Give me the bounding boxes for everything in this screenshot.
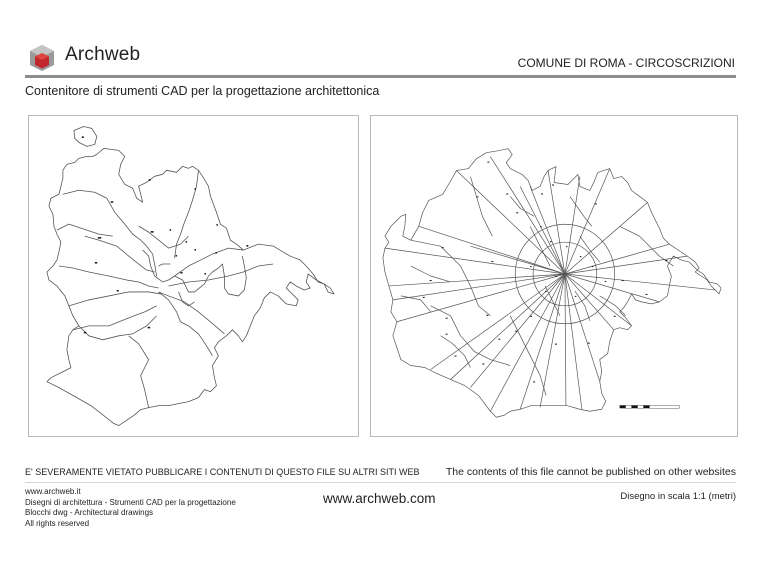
- footer-line: Blocchi dwg - Architectural drawings: [25, 508, 154, 518]
- footer-line: All rights reserved: [25, 518, 90, 528]
- footer-website-link[interactable]: www.archweb.it: [25, 487, 81, 496]
- brand-name: Archweb: [65, 44, 141, 65]
- page-subtitle: Contenitore di strumenti CAD per la progettazione architettonica: [25, 84, 380, 98]
- archweb-logo-icon: [27, 43, 57, 73]
- footer-info: [25, 487, 236, 529]
- copyright-warning-italian: E' SEVERAMENTE VIETATO PUBBLICARE I CONTENUTI DI QUESTO FILE SU ALTRI SITI WEB: [25, 467, 420, 477]
- header-divider: [25, 75, 736, 78]
- footer-line: Disegni di architettura - Strumenti CAD per la progettazione: [25, 497, 236, 507]
- page-title: COMUNE DI ROMA - CIRCOSCRIZIONI: [517, 56, 735, 70]
- circoscrizioni-map-frame: [370, 115, 738, 437]
- copyright-warning-english: The contents of this file cannot be published on other websites: [445, 466, 736, 478]
- footer-divider: [25, 482, 736, 483]
- circoscrizioni-detail-map: [371, 116, 737, 436]
- municipi-map: [29, 116, 358, 436]
- drawing-scale: Disegno in scala 1:1 (metri): [620, 491, 736, 502]
- municipi-map-frame: [28, 115, 359, 437]
- footer-url[interactable]: www.archweb.com: [323, 491, 436, 506]
